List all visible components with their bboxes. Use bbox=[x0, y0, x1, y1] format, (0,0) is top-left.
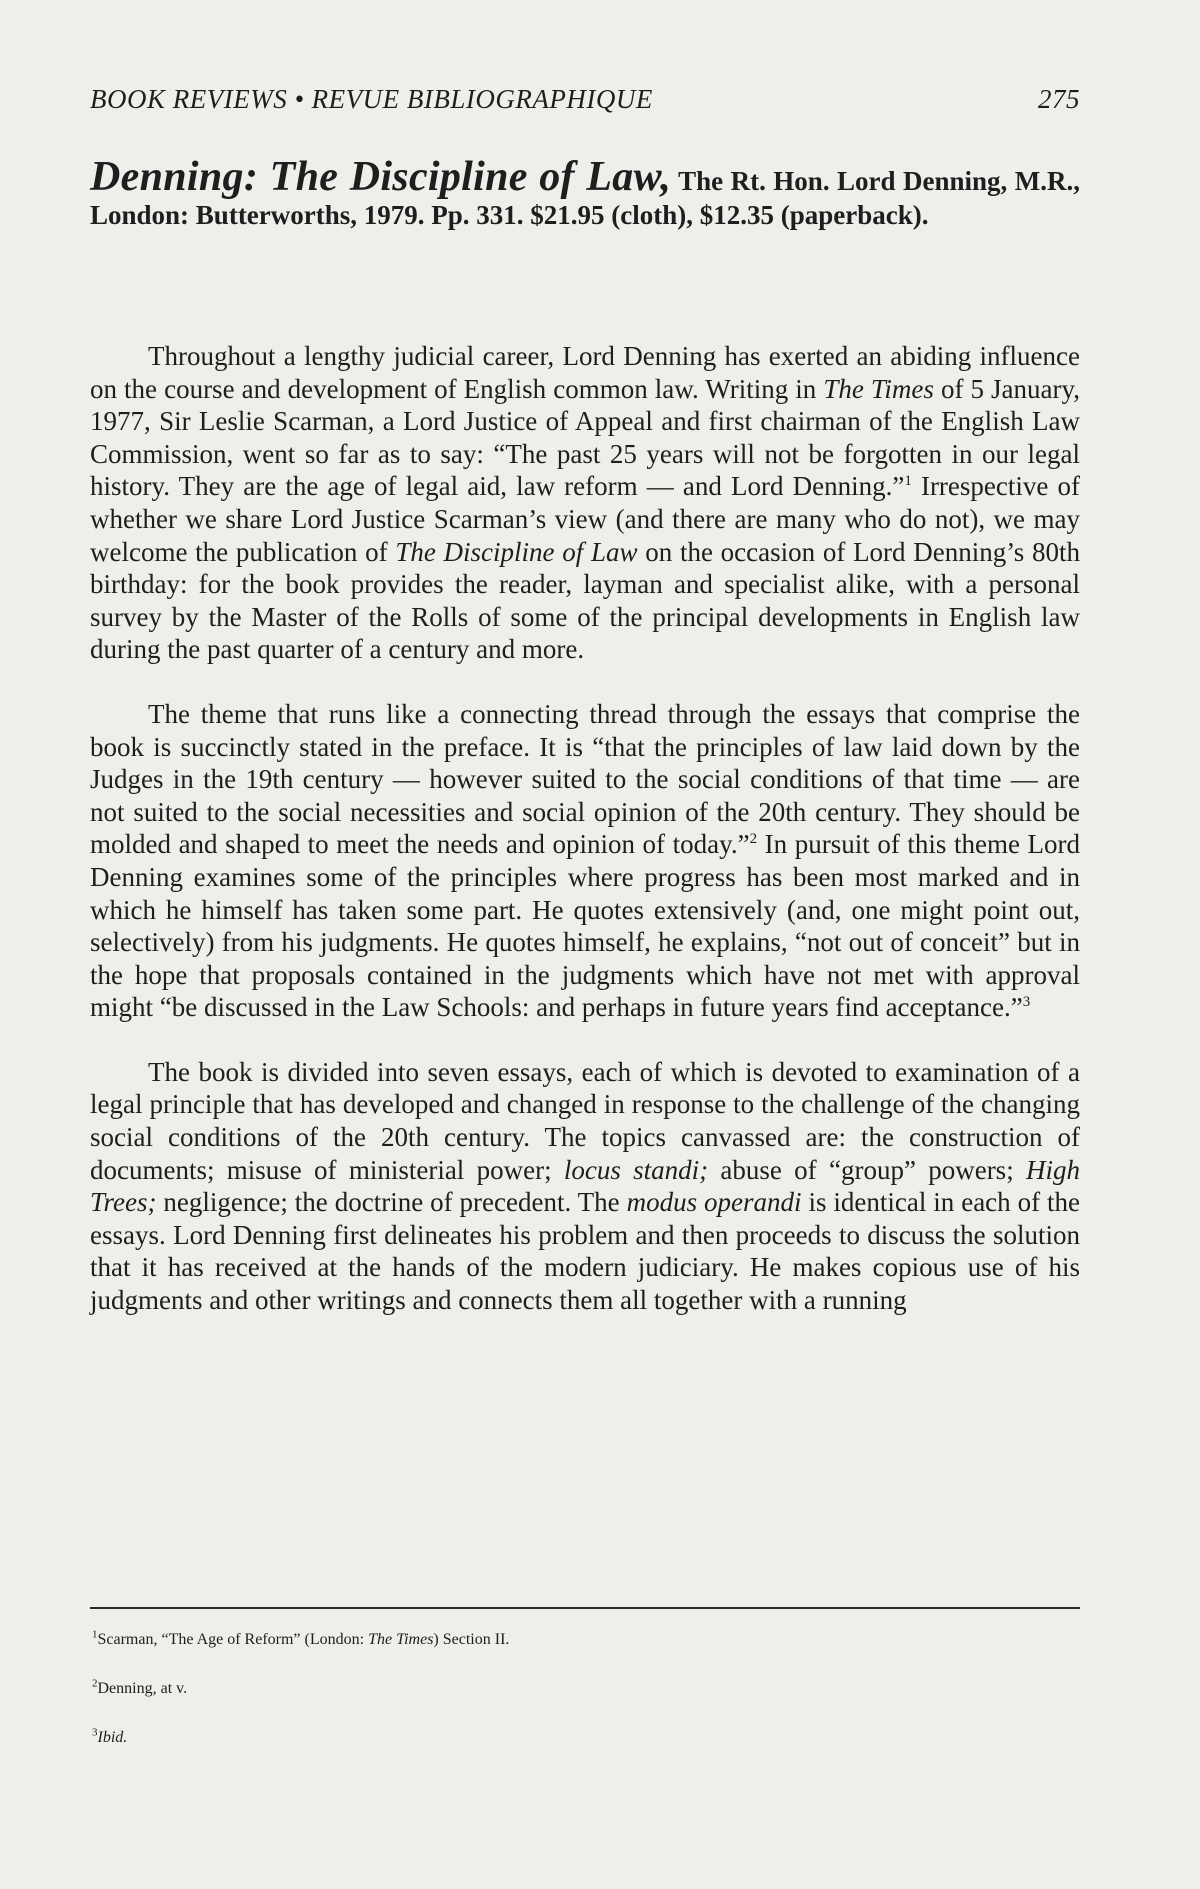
italic-term: High Trees; bbox=[90, 1154, 1080, 1218]
running-header bbox=[90, 84, 1080, 115]
footnote-3 bbox=[92, 1728, 1082, 1748]
review-body bbox=[90, 340, 1080, 1349]
text-run: The theme that runs like a connecting thread through the essays that comprise the book is succinctly stated in the preface. It is “that the principles of law laid down by the Judges in the 19th century — however suited to the social conditions of that time — are not suited to the social necessities and social opinion of the 20th century. They should be molded and shaped to meet the needs and opinion of today.” bbox=[90, 698, 1080, 860]
book-title: Denning: The Discipline of Law, bbox=[90, 154, 672, 200]
italic-book-title: The Discipline of Law bbox=[395, 536, 638, 567]
footnote-number: 1 bbox=[92, 1628, 98, 1641]
footnote-number: 2 bbox=[92, 1677, 98, 1690]
review-heading bbox=[90, 154, 1080, 232]
italic-term: modus operandi bbox=[626, 1187, 802, 1218]
page-number: 275 bbox=[1038, 84, 1080, 114]
text-run: In pursuit of this theme Lord Denning examines some of the principles where progress has been most marked and in which he himself has taken some part. He quotes extensively (and, one might point out, selectively) from his judgments. He quotes himself, he explains, “not out of conceit” but in the hope that proposals contained in the judgments which have not met with approval might “be discussed in the Law Schools: and perhaps in future years find acceptance.” bbox=[90, 829, 1080, 1023]
footnote-divider bbox=[90, 1607, 1080, 1609]
text-run: of 5 January, 1977, Sir Leslie Scarman, a Lord Justice of Appeal and first chairman of the English Law Commission, went so far as to say: “The past 25 years will not be forgotten in our legal history. They are the age of legal aid, law reform — and Lord Denning.” bbox=[90, 373, 1080, 502]
text-run: Throughout a lengthy judicial career, Lord Denning has exerted an abiding influence on the course and development of English common law. Writing in bbox=[90, 341, 1080, 404]
text-run: Ibid. bbox=[97, 1729, 128, 1746]
text-run: The book is divided into seven essays, each of which is devoted to examination of a legal principle that has developed and changed in response to the challenge of the changing social conditions of the 20th century. The topics canvassed are: the construction of documents; misuse of ministerial power; bbox=[90, 1056, 1080, 1185]
book-citation: The Rt. Hon. Lord Denning, M.R., London: Butterworths, 1979. Pp. 331. $21.95 (cloth), $12.35 (paperback). bbox=[90, 166, 1080, 230]
italic-newspaper-title: The Times bbox=[823, 373, 934, 404]
footnote-ref-3: 3 bbox=[1022, 994, 1031, 1011]
running-title: BOOK REVIEWS • REVUE BIBLIOGRAPHIQUE bbox=[90, 84, 653, 114]
footnote-1 bbox=[92, 1630, 1082, 1650]
paragraph-3 bbox=[90, 1056, 1080, 1317]
footnote-ref-1: 1 bbox=[904, 473, 912, 490]
footnotes bbox=[92, 1630, 1082, 1777]
italic-term: locus standi; bbox=[563, 1154, 709, 1185]
text-run: ) Section II. bbox=[433, 1631, 510, 1648]
footnote-2 bbox=[92, 1679, 1082, 1699]
text-run: abuse of “group” powers; bbox=[708, 1154, 1026, 1185]
paragraph-2 bbox=[90, 698, 1080, 1024]
paragraph-1 bbox=[90, 340, 1080, 666]
italic-newspaper-title: The Times bbox=[368, 1631, 434, 1648]
footnote-number: 3 bbox=[92, 1726, 98, 1739]
text-run: Scarman, “The Age of Reform” (London: bbox=[97, 1631, 369, 1648]
text-run: is identical in each of the essays. Lord Denning first delineates his problem and then proceeds to discuss the solution that it has received at the hands of the modern judiciary. He makes copious use of his judgments and other writings and connects them all together with a running bbox=[90, 1187, 1081, 1316]
text-run: Irrespective of whether we share Lord Justice Scarman’s view (and there are many who do not), we may welcome the publication of bbox=[90, 471, 1080, 567]
text-run: Denning, at v. bbox=[97, 1680, 188, 1697]
footnote-ref-2: 2 bbox=[749, 831, 758, 848]
text-run: negligence; the doctrine of precedent. The bbox=[156, 1187, 627, 1218]
text-run: on the occasion of Lord Denning’s 80th birthday: for the book provides the reader, layman and specialist alike, with a personal survey by the Master of the Rolls of some of the principal developments in English law during the past quarter of a century and more. bbox=[90, 536, 1080, 665]
